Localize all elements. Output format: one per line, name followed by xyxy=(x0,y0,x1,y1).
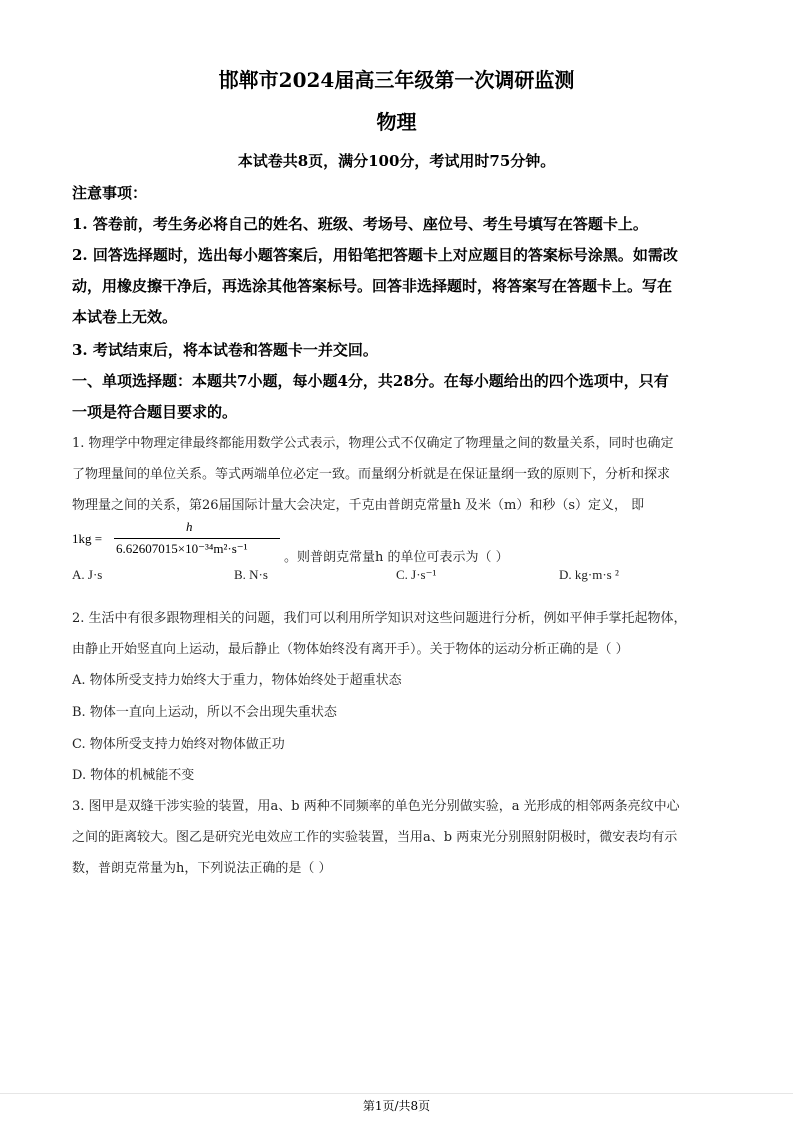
footer-divider xyxy=(0,1093,793,1094)
q1-line-2: 了物理量间的单位关系。等式两端单位必定一致。而量纲分析就是在保证量纲一致的原则下，分析和探求 xyxy=(72,467,671,482)
fraction-bar xyxy=(114,538,280,539)
formula-denominator: 6.62607015×10⁻³⁴m²·s⁻¹ xyxy=(116,541,248,556)
q3-line-2: 之间的距离较大。图乙是研究光电效应工作的实验装置，当用a、b 两束光分别照射阴极时，微安表均有示 xyxy=(72,830,678,845)
section-heading-line-1: 一、单项选择题：本题共7小题，每小题4分，共28分。在每小题给出的四个选项中，只有 xyxy=(72,372,669,390)
subject-title: 物理 xyxy=(376,110,417,134)
q2-option-b: B. 物体一直向上运动，所以不会出现失重状态 xyxy=(72,705,337,720)
notice-item-2-line-2: 动，用橡皮擦干净后，再选涂其他答案标号。回答非选择题时，将答案写在答题卡上。写在 xyxy=(72,277,673,295)
q1-formula-tail: 。则普朗克常量h 的单位可表示为（ ） xyxy=(284,550,509,565)
notice-item-2-line-1: 2. 回答选择题时，选出每小题答案后，用铅笔把答题卡上对应题目的答案标号涂黑。如需改 xyxy=(72,246,678,264)
q1-option-c: C. J·s⁻¹ xyxy=(396,567,437,582)
q3-line-1: 3. 图甲是双缝干涉实验的装置，用a、b 两种不同频率的单色光分别做实验，a 光形成的相邻两条亮纹中心 xyxy=(72,799,680,814)
q1-formula xyxy=(72,519,284,561)
q1-line-1: 1. 物理学中物理定律最终都能用数学公式表示，物理公式不仅确定了物理量之间的数量关系，同时也确定 xyxy=(72,436,674,451)
q2-option-c: C. 物体所受支持力始终对物体做正功 xyxy=(72,737,285,752)
notice-heading: 注意事项： xyxy=(72,184,148,202)
notice-item-3: 3. 考试结束后，将本试卷和答题卡一并交回。 xyxy=(72,341,378,359)
q1-option-b: B. N·s xyxy=(234,567,268,582)
q2-line-2: 由静止开始竖直向上运动，最后静止（物体始终没有离开手）。关于物体的运动分析正确的是（ ） xyxy=(72,642,629,657)
page-number: 第1页/共8页 xyxy=(362,1099,431,1113)
notice-item-2-line-3: 本试卷上无效。 xyxy=(72,308,178,326)
q1-option-d: D. kg·m·s ² xyxy=(559,567,619,582)
formula-numerator: h xyxy=(186,519,193,534)
q1-option-a: A. J·s xyxy=(72,567,103,582)
q2-option-a: A. 物体所受支持力始终大于重力，物体始终处于超重状态 xyxy=(72,673,402,688)
q3-line-3: 数，普朗克常量为h，下列说法正确的是（ ） xyxy=(72,861,332,876)
page-title: 邯郸市2024届高三年级第一次调研监测 xyxy=(218,68,575,92)
q2-option-d: D. 物体的机械能不变 xyxy=(72,768,195,783)
formula-lhs: 1kg = xyxy=(72,531,103,546)
section-heading-line-2: 一项是符合题目要求的。 xyxy=(72,403,238,421)
q1-line-3: 物理量之间的关系，第26届国际计量大会决定，千克由普朗克常量h 及米（m）和秒（s）定义， 即 xyxy=(72,498,645,513)
q2-line-1: 2. 生活中有很多跟物理相关的问题，我们可以利用所学知识对这些问题进行分析，例如平伸手掌托起物体， xyxy=(72,611,687,626)
notice-item-1: 1. 答卷前，考生务必将自己的姓名、班级、考场号、座位号、考生号填写在答题卡上。 xyxy=(72,215,648,233)
exam-info: 本试卷共8页，满分100分，考试用时75分钟。 xyxy=(237,152,556,170)
